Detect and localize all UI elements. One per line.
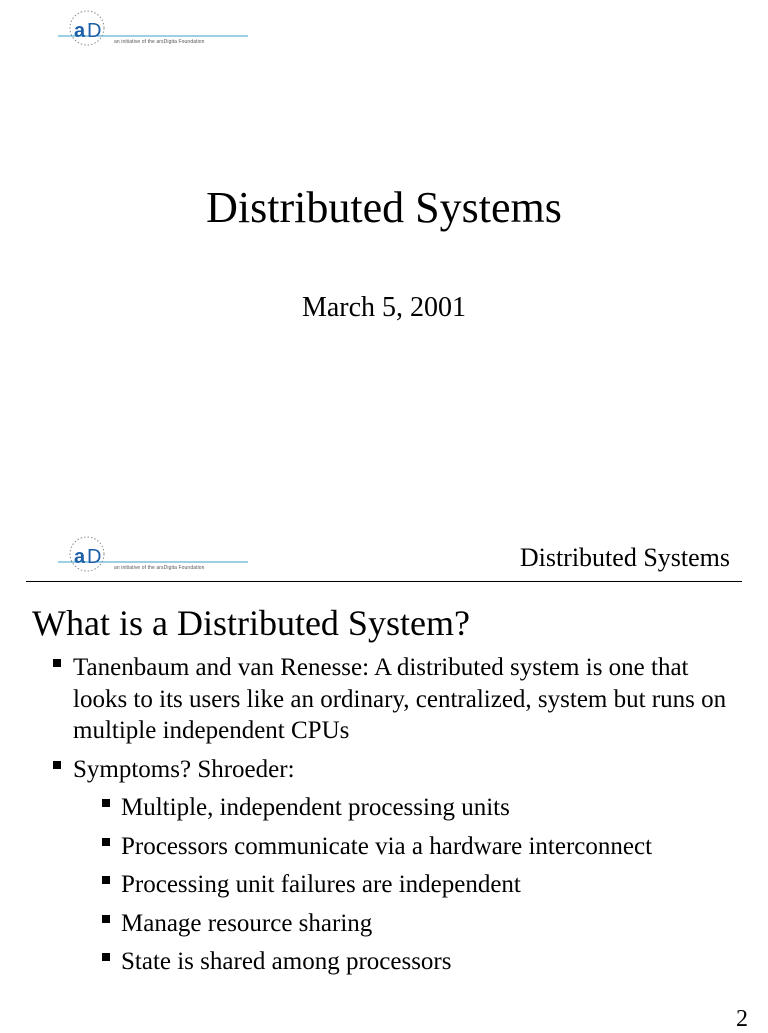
logo-caption: an initiative of the arsDigita Foundation (114, 565, 205, 571)
arsdigita-logo-header (58, 532, 258, 582)
bullet-item: Symptoms? Shroeder: (0, 754, 768, 786)
svg-text:a: a (74, 20, 86, 42)
logo-caption: an initiative of the arsDigita Foundation (114, 39, 205, 45)
svg-text:a: a (74, 546, 86, 568)
sub-bullet-item: Processing unit failures are independent (0, 869, 768, 901)
svg-text:D: D (87, 20, 102, 42)
header-title: Distributed Systems (519, 543, 730, 572)
sub-bullet-item: Multiple, independent processing units (0, 792, 768, 824)
sub-bullet-item: Manage resource sharing (0, 908, 768, 940)
header-divider (26, 581, 742, 582)
arsdigita-logo (58, 6, 258, 56)
page-number: 2 (736, 1006, 748, 1032)
slide-heading: What is a Distributed System? (32, 603, 470, 643)
bullet-list (0, 652, 768, 985)
slide-title: Distributed Systems (206, 183, 562, 232)
svg-text:D: D (87, 546, 102, 568)
slide-date: March 5, 2001 (301, 292, 467, 323)
sub-bullet-item: State is shared among processors (0, 946, 768, 978)
bullet-item: Tanenbaum and van Renesse: A distributed system is one that looks to its users like an ordinary, centralized, system but runs on multiple independent CPUs (0, 652, 768, 747)
sub-bullet-item: Processors communicate via a hardware interconnect (0, 831, 768, 863)
